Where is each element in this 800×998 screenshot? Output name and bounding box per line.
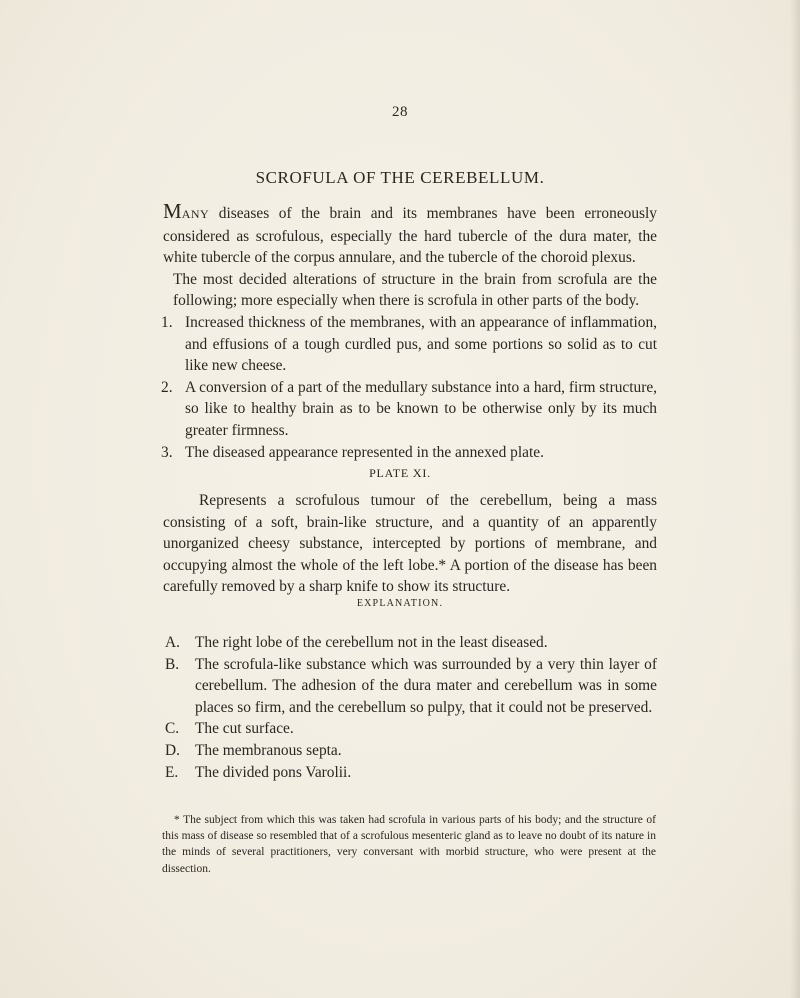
small-caps-word: ANY — [181, 207, 210, 221]
plate-section — [163, 490, 657, 598]
intro-section — [163, 201, 657, 463]
intro-paragraph-1-text: diseases of the brain and its membranes have been erroneously considered as scrofulous, especially the hard tubercle of the dura mater, the white tubercle of the corpus annulare, and the tubercle of the choroid plexus. — [163, 205, 657, 267]
numbered-item-2 — [163, 377, 657, 442]
intro-paragraph-1 — [163, 201, 657, 269]
numbered-item-2-text: A conversion of a part of the medullary substance into a hard, firm structure, so like to healthy brain as to be known to be otherwise only by its much greater firmness. — [185, 378, 657, 439]
numbered-item-2-num: 2. — [161, 378, 173, 396]
numbered-item-3-num: 3. — [161, 443, 173, 461]
explanation-label: E. — [165, 763, 179, 781]
explanation-label: C. — [165, 720, 180, 738]
explanation-text: The cut surface. — [195, 720, 294, 738]
explanation-item-e — [165, 762, 657, 784]
numbered-item-1-num: 1. — [161, 313, 173, 331]
page-title: SCROFULA OF THE CEREBELLUM. — [255, 168, 545, 187]
intro-paragraph-2: The most decided alterations of structure in the brain from scrofula are the following; more especially when there is scrofula in other parts of the body. — [173, 270, 657, 310]
explanation-label: D. — [165, 741, 180, 759]
page-edge-shadow — [790, 0, 800, 998]
explanation-item-a — [165, 632, 657, 654]
numbered-item-3-text: The diseased appearance represented in the annexed plate. — [185, 443, 544, 461]
explanation-text: The scrofula-like substance which was surrounded by a very thin layer of cerebellum. The adhesion of the dura mater and cerebellum was in some places so firm, and the cerebellum so pulpy, that it could not be preserved. — [195, 655, 657, 716]
numbered-item-3 — [163, 442, 657, 464]
explanation-label: B. — [165, 655, 180, 673]
drop-initial: M — [163, 199, 182, 223]
footnote: * The subject from which this was taken had scrofula in various parts of his body; and the structure of this mass of disease so resembled that of a scrofulous mesenteric gland as to leave no doubt of its nature in the minds of several practitioners, very conversant with morbid structure, who were present at the dissection. — [162, 814, 656, 875]
explanation-label: A. — [165, 634, 180, 651]
numbered-item-1-text: Increased thickness of the membranes, with an appearance of inflammation, and effusions of a tough curdled pus, and some portions so solid as to cut like new cheese. — [185, 313, 657, 375]
explanation-item-c — [165, 718, 657, 740]
explanation-text: The right lobe of the cerebellum not in the least diseased. — [195, 634, 548, 651]
explanation-item-b — [165, 654, 657, 719]
page-number: 28 — [392, 104, 408, 120]
explanation-heading: EXPLANATION. — [356, 598, 444, 609]
explanation-text: The divided pons Varolii. — [195, 763, 352, 781]
explanation-text: The membranous septa. — [195, 741, 342, 759]
numbered-item-1 — [163, 312, 657, 377]
plate-heading: PLATE XI. — [369, 466, 431, 480]
explanation-list — [165, 632, 657, 783]
plate-description: Represents a scrofulous tumour of the cerebellum, being a mass consisting of a soft, brain-like structure, and a quantity of an apparently unorganized cheesy substance, intercepted by portions of membrane, and occupying almost the whole of the left lobe.* A portion of the disease has been carefully removed by a sharp knife to show its structure. — [163, 492, 657, 596]
explanation-item-d — [165, 740, 657, 762]
